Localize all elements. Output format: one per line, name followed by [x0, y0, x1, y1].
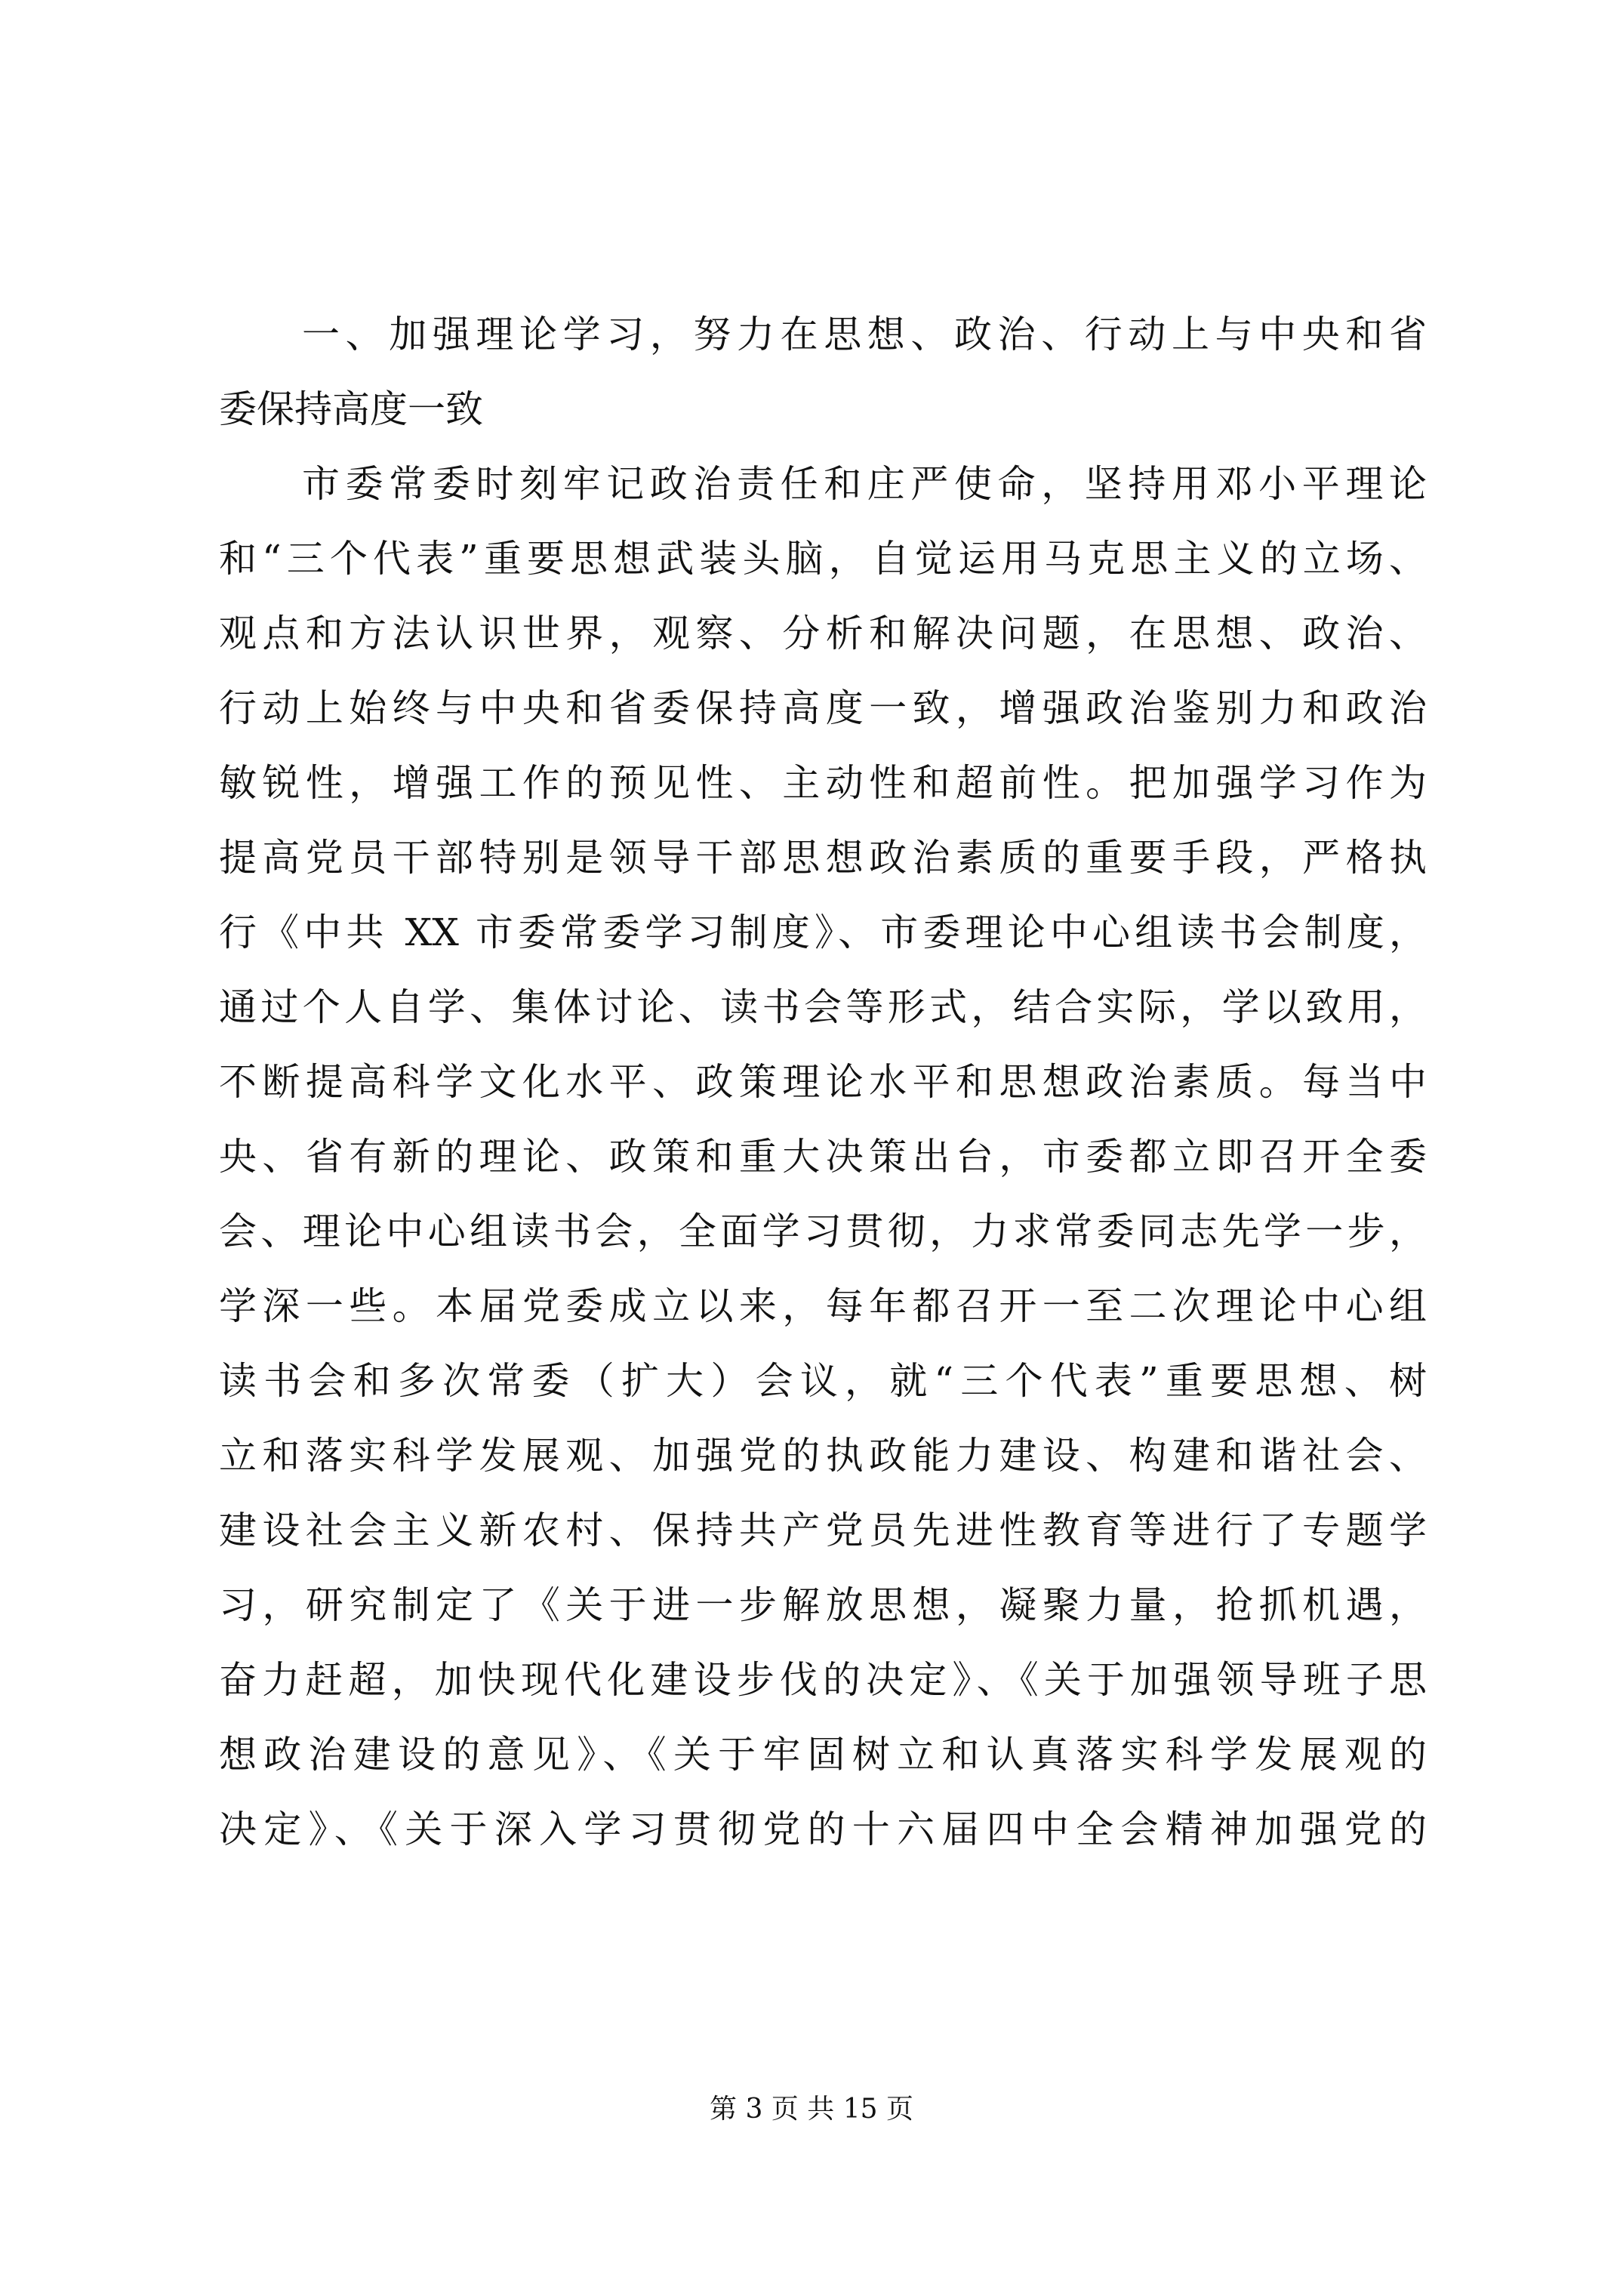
- section-heading-line-2: 委保持高度一致: [219, 387, 483, 431]
- paragraph-line: 不断提高科学文化水平、政策理论水平和思想政治素质。每当中: [219, 1060, 1427, 1104]
- paragraph-line: 市委常委时刻牢记政治责任和庄严使命，坚持用邓小平理论: [302, 462, 1427, 506]
- document-content: [219, 297, 1427, 1867]
- paragraph-line: 决定》、《关于深入学习贯彻党的十六届四中全会精神加强党的: [219, 1808, 1427, 1851]
- paragraph-line: 观点和方法认识世界，观察、分析和解决问题，在思想、政治、: [219, 612, 1427, 655]
- paragraph-line: 会、理论中心组读书会，全面学习贯彻，力求常委同志先学一步，: [219, 1210, 1427, 1253]
- paragraph-line: 读书会和多次常委（扩大）会议，就“三个代表”重要思想、树: [219, 1359, 1427, 1403]
- paragraph-line: 学深一些。本届党委成立以来，每年都召开一至二次理论中心组: [219, 1284, 1427, 1328]
- page-number-footer: 第 3 页 共 15 页: [710, 2094, 913, 2125]
- paragraph-line: 行《中共 XX 市委常委学习制度》、市委理论中心组读书会制度，: [219, 911, 1427, 954]
- paragraph-line: 建设社会主义新农村、保持共产党员先进性教育等进行了专题学: [219, 1509, 1427, 1552]
- paragraph-line: 想政治建设的意见》、《关于牢固树立和认真落实科学发展观的: [219, 1733, 1427, 1777]
- paragraph-line: 习，研究制定了《关于进一步解放思想，凝聚力量，抢抓机遇，: [219, 1583, 1427, 1627]
- paragraph-line: 央、省有新的理论、政策和重大决策出台，市委都立即召开全委: [219, 1135, 1427, 1179]
- paragraph-line: 敏锐性，增强工作的预见性、主动性和超前性。把加强学习作为: [219, 761, 1427, 805]
- paragraph-line: 通过个人自学、集体讨论、读书会等形式，结合实际，学以致用，: [219, 985, 1427, 1029]
- paragraph-line: 提高党员干部特别是领导干部思想政治素质的重要手段，严格执: [219, 836, 1427, 880]
- paragraph-line: 奋力赶超，加快现代化建设步伐的决定》、《关于加强领导班子思: [219, 1658, 1427, 1702]
- paragraph-line: 立和落实科学发展观、加强党的执政能力建设、构建和谐社会、: [219, 1434, 1427, 1478]
- paragraph-line: 行动上始终与中央和省委保持高度一致，增强政治鉴别力和政治: [219, 686, 1427, 730]
- section-heading-line-1: 一、加强理论学习，努力在思想、政治、行动上与中央和省: [302, 313, 1427, 356]
- paragraph-line: 和“三个代表”重要思想武装头脑，自觉运用马克思主义的立场、: [219, 537, 1427, 581]
